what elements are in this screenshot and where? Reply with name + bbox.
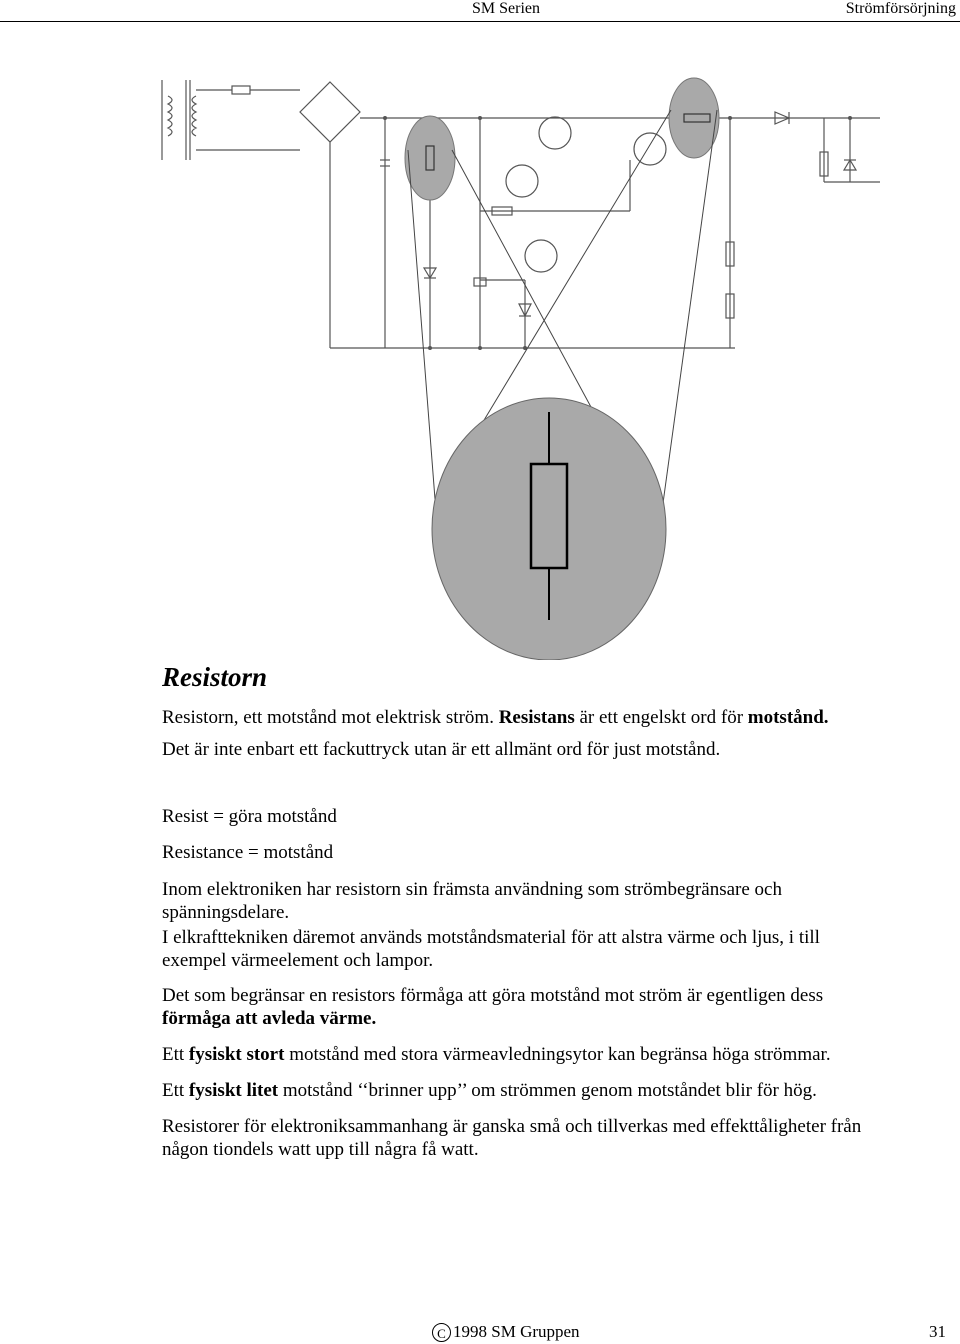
p9-text-a: Ett (162, 1080, 189, 1101)
footer-copyright (432, 1322, 580, 1342)
p9-bold: fysiskt litet (188, 1080, 279, 1101)
copyright-icon: C (432, 1323, 451, 1342)
p1-bold-resistans: Resistans (498, 707, 575, 728)
p8-text-c: motstånd med stora värmeavledningsytor kan begränsa höga strömmar. (284, 1044, 831, 1065)
p9-text-c: motstånd ‘‘brinner upp’’ om strömmen genom motståndet blir för hög. (278, 1080, 817, 1101)
paragraph-2: Det är inte enbart ett fackuttryck utan är ett allmänt ord för just motstånd. (162, 739, 721, 760)
copyright-text: 1998 SM Gruppen (453, 1322, 580, 1341)
paragraph-6: I elkrafttekniken däremot används motståndsmaterial för att alstra värme och ljus, i till exempel värmeelement och lampor. (162, 927, 820, 971)
paragraph-3: Resist = göra motstånd (162, 806, 337, 827)
p1-text-a: Resistorn, ett motstånd mot elektrisk ström. (162, 707, 499, 728)
paragraph-7 (162, 984, 862, 1030)
paragraph-9 (162, 1079, 862, 1102)
p1-text-c: är ett engelskt ord för (574, 707, 748, 728)
page-header (0, 0, 960, 22)
paragraph-4: Resistance = motstånd (162, 842, 334, 863)
p1-bold-motstand: motstånd. (747, 707, 829, 728)
p7-bold: förmåga att avleda värme. (162, 1008, 377, 1029)
circuit-diagram (0, 60, 960, 660)
paragraph-8 (162, 1043, 862, 1066)
p8-text-a: Ett (162, 1044, 189, 1065)
page-number: 31 (929, 1322, 946, 1341)
paragraph-1 (162, 706, 862, 729)
header-series: SM Serien (472, 0, 540, 17)
section-title: Resistorn (162, 662, 268, 692)
p8-bold: fysiskt stort (188, 1044, 285, 1065)
p7-text-a: Det som begränsar en resistors förmåga att göra motstånd mot ström är egentligen dess (162, 985, 824, 1006)
paragraph-10: Resistorer för elektroniksammanhang är ganska små och tillverkas med effekttåligheter från någon tiondels watt upp till några få watt. (162, 1116, 862, 1160)
header-rule (0, 21, 960, 22)
body-text (162, 706, 862, 1161)
paragraph-5: Inom elektroniken har resistorn sin främsta användning som strömbegränsare och spänningsdelare. (162, 879, 782, 923)
header-topic: Strömförsörjning (845, 0, 956, 17)
